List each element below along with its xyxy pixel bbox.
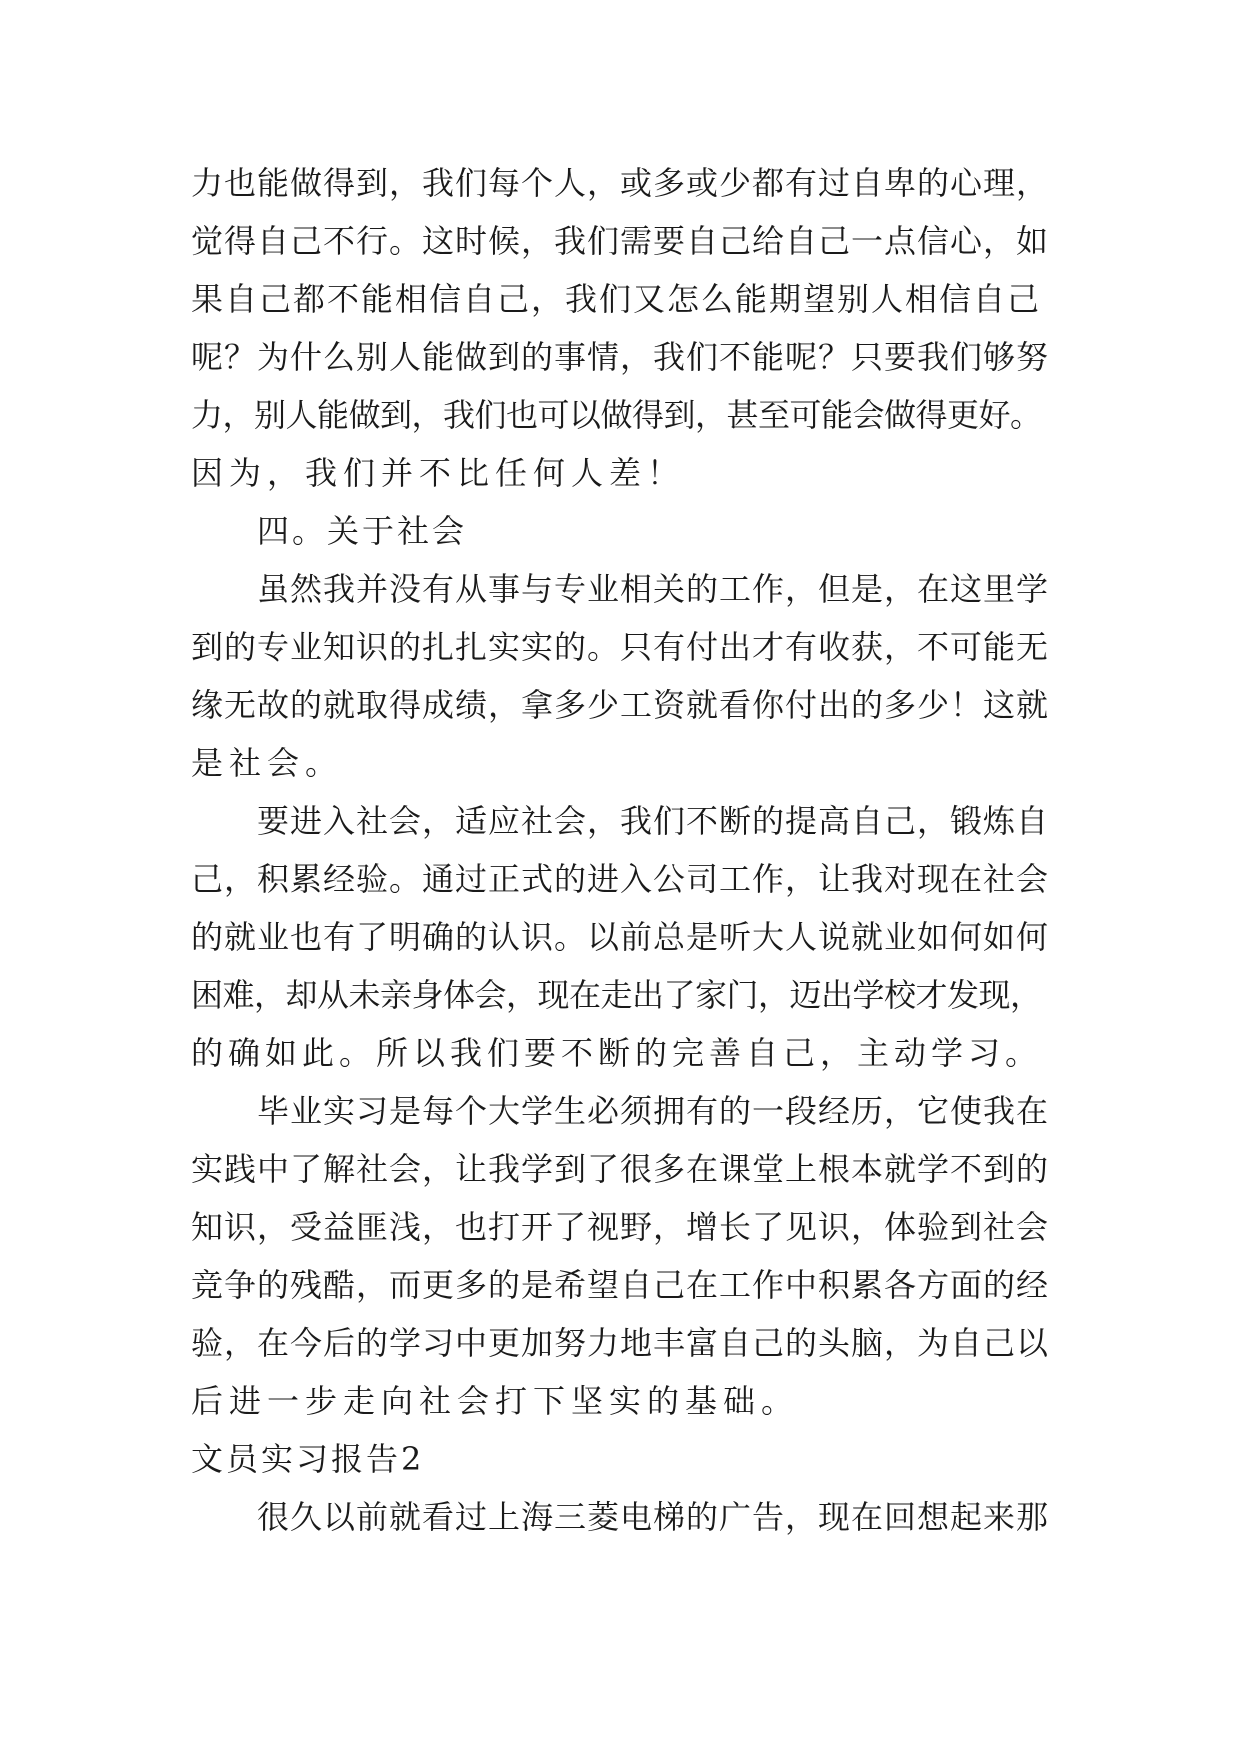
body-line: 呢？为什么别人能做到的事情，我们不能呢？只要我们够努 [191, 338, 1050, 376]
paragraph-start-line: 很久以前就看过上海三菱电梯的广告，现在回想起来那 [257, 1498, 1050, 1536]
section-heading: 四。关于社会 [257, 512, 468, 550]
body-line: 是社会。 [191, 744, 344, 782]
body-line: 己，积累经验。通过正式的进入公司工作，让我对现在社会 [191, 860, 1050, 898]
body-line: 后进一步走向社会打下坚实的基础。 [191, 1382, 800, 1420]
body-line: 因为，我们并不比任何人差！ [191, 454, 686, 492]
body-line: 困难，却从未亲身体会，现在走出了家门，迈出学校才发现， [191, 976, 1042, 1014]
paragraph-start-line: 要进入社会，适应社会，我们不断的提高自己，锻炼自 [257, 802, 1050, 840]
paragraph-start-line: 虽然我并没有从事与专业相关的工作，但是，在这里学 [257, 570, 1050, 608]
body-line: 验，在今后的学习中更加努力地丰富自己的头脑，为自己以 [191, 1324, 1050, 1362]
body-line: 的就业也有了明确的认识。以前总是听大人说就业如何如何 [191, 918, 1050, 956]
body-line: 缘无故的就取得成绩，拿多少工资就看你付出的多少！这就 [191, 686, 1050, 724]
body-line: 竞争的残酷，而更多的是希望自己在工作中积累各方面的经 [191, 1266, 1050, 1304]
report-title: 文员实习报告2 [191, 1440, 425, 1478]
body-line: 实践中了解社会，让我学到了很多在课堂上根本就学不到的 [191, 1150, 1050, 1188]
body-line: 的确如此。所以我们要不断的完善自己，主动学习。 [191, 1034, 1043, 1072]
document-body [191, 154, 1049, 1546]
body-line: 力，别人能做到，我们也可以做得到，甚至可能会做得更好。 [191, 396, 1042, 434]
body-line: 力也能做得到，我们每个人，或多或少都有过自卑的心理， [191, 164, 1050, 202]
body-line: 到的专业知识的扎扎实实的。只有付出才有收获，不可能无 [191, 628, 1050, 666]
body-line: 知识，受益匪浅，也打开了视野，增长了见识，体验到社会 [191, 1208, 1050, 1246]
body-line: 觉得自己不行。这时候，我们需要自己给自己一点信心，如 [191, 222, 1050, 260]
paragraph-start-line: 毕业实习是每个大学生必须拥有的一段经历，它使我在 [257, 1092, 1050, 1130]
body-line: 果自己都不能相信自己，我们又怎么能期望别人相信自己 [191, 280, 1042, 318]
